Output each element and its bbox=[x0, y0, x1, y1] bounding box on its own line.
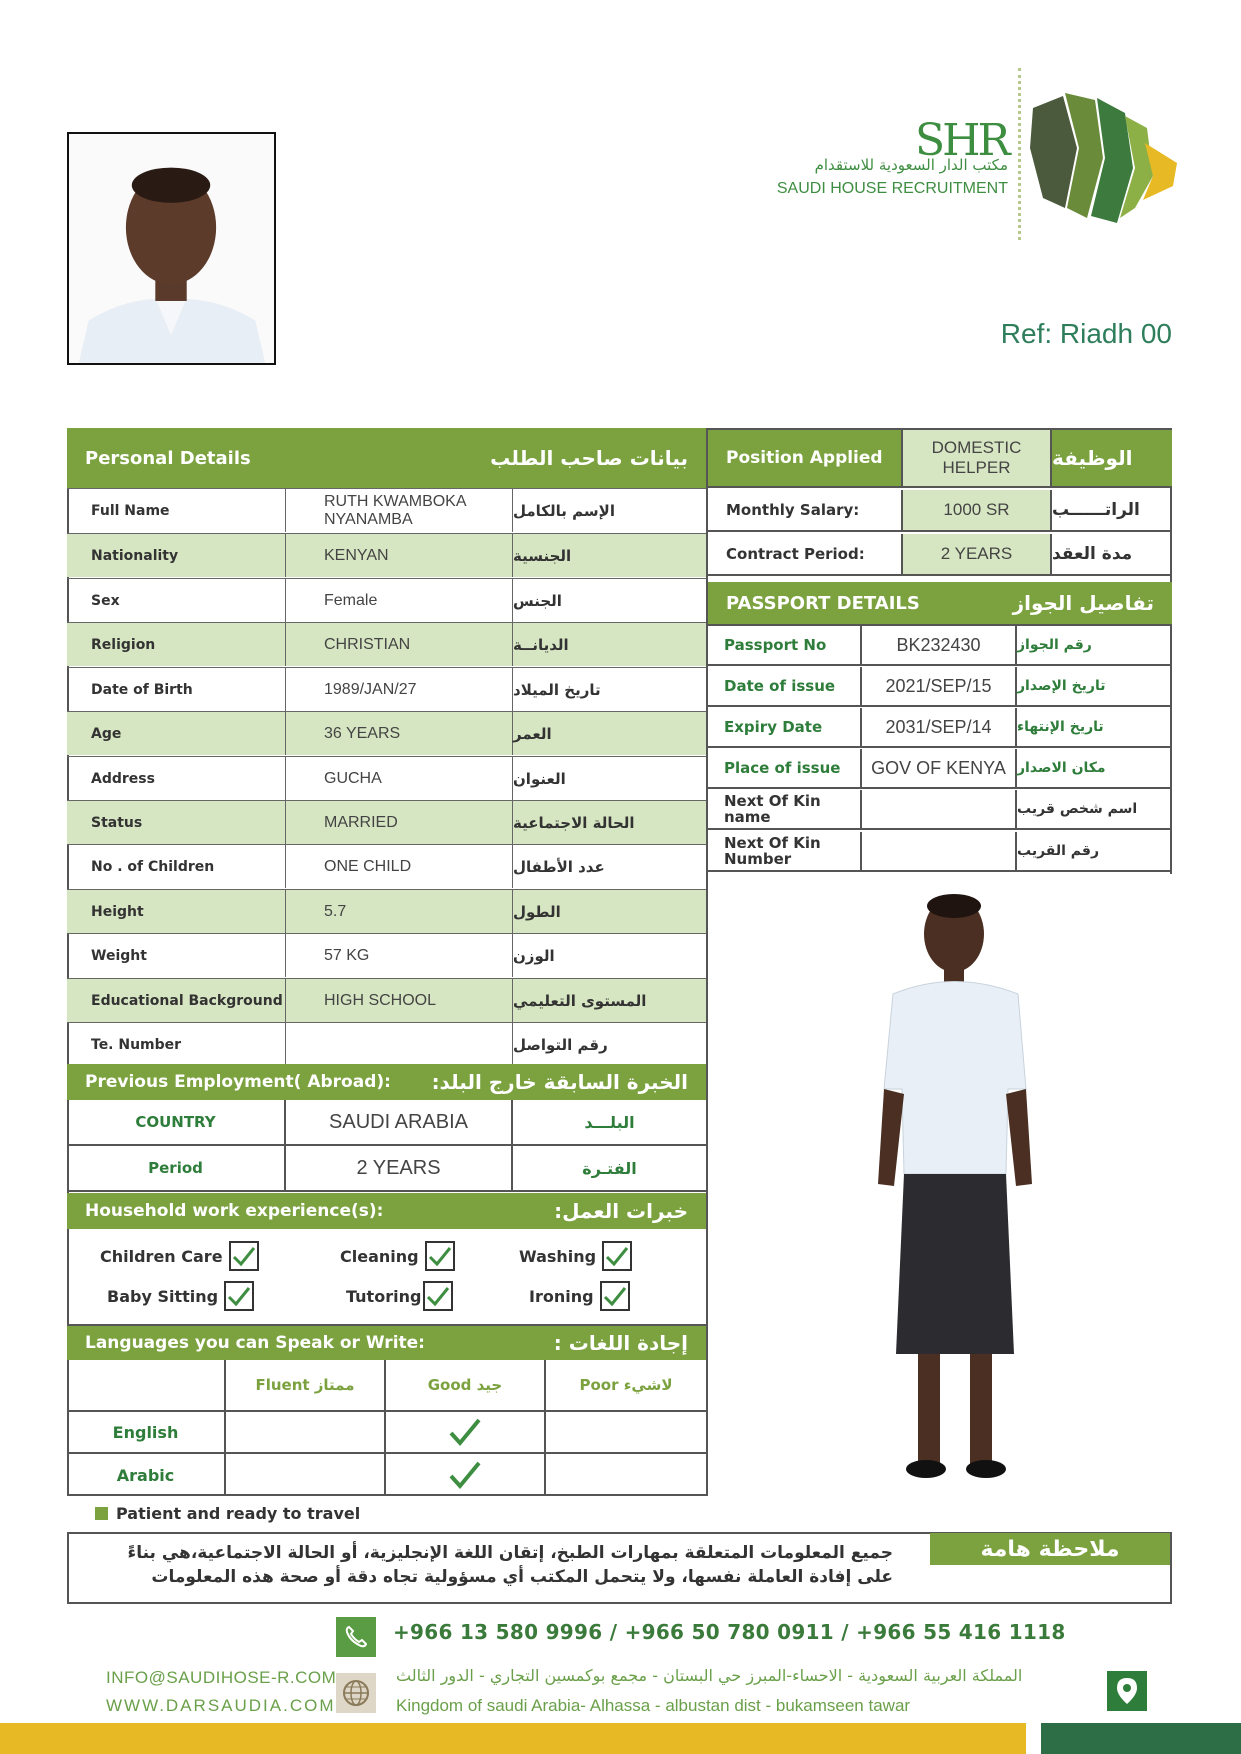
personal-value: CHRISTIAN bbox=[286, 623, 513, 666]
contract-label: Contract Period: bbox=[708, 534, 903, 574]
household-header bbox=[67, 1193, 706, 1229]
skill-label: Tutoring bbox=[346, 1286, 422, 1306]
personal-row bbox=[67, 667, 706, 711]
personal-label: Religion bbox=[67, 623, 286, 666]
passport-row bbox=[708, 790, 1172, 830]
passport-details-title-ar: تفاصيل الجواز bbox=[1012, 591, 1154, 615]
logo-english-text: SAUDI HOUSE RECRUITMENT bbox=[776, 180, 1008, 197]
personal-label-ar: الوزن bbox=[513, 946, 555, 965]
personal-label: Nationality bbox=[67, 534, 286, 577]
personal-label-ar: رقم التواصل bbox=[513, 1035, 608, 1054]
skill-label: Ironing bbox=[529, 1286, 594, 1306]
skill-cleaning bbox=[340, 1241, 455, 1271]
personal-label-ar: الجنس bbox=[513, 591, 562, 610]
personal-label: Address bbox=[67, 757, 286, 800]
languages-title: Languages you can Speak or Write: bbox=[85, 1333, 425, 1353]
personal-label-ar: الحالة الاجتماعية bbox=[513, 813, 635, 832]
personal-value: 5.7 bbox=[286, 890, 513, 933]
personal-label-ar: العنوان bbox=[513, 769, 566, 788]
passport-label: Next Of Kin name bbox=[708, 790, 862, 828]
passport-details-header bbox=[708, 582, 1172, 624]
check-icon bbox=[227, 1285, 251, 1307]
location-pin-icon bbox=[1107, 1671, 1147, 1711]
passport-label-ar: رقم القريب bbox=[1017, 843, 1099, 859]
personal-details-header bbox=[67, 428, 706, 488]
personal-label: Age bbox=[67, 712, 286, 755]
language-name: English bbox=[67, 1412, 226, 1452]
personal-value: HIGH SCHOOL bbox=[286, 979, 513, 1022]
passport-value: 2021/SEP/15 bbox=[862, 667, 1017, 705]
country-value: SAUDI ARABIA bbox=[286, 1100, 513, 1144]
portrait-image bbox=[69, 134, 274, 363]
personal-label: Educational Background bbox=[67, 979, 286, 1022]
personal-label: Date of Birth bbox=[67, 668, 286, 711]
language-row-arabic bbox=[67, 1454, 706, 1496]
household-title-ar: خبرات العمل: bbox=[554, 1199, 688, 1223]
check-icon bbox=[428, 1245, 452, 1267]
footer-green-bar bbox=[1041, 1723, 1241, 1754]
passport-label-ar: تاريخ الإنتهاء bbox=[1017, 719, 1104, 735]
passport-label-ar: رقم الجواز bbox=[1017, 637, 1092, 653]
personal-row bbox=[67, 533, 706, 577]
passport-row bbox=[708, 708, 1172, 748]
personal-row bbox=[67, 578, 706, 622]
personal-row bbox=[67, 711, 706, 755]
passport-row bbox=[708, 626, 1172, 666]
email-link[interactable]: INFO@SAUDIHOSE-R.COM bbox=[106, 1668, 337, 1687]
languages-header-row bbox=[67, 1360, 706, 1412]
notice-line-1: جميع المعلومات المتعلقة بمهارات الطبخ، إتقان اللغة الإنجليزية، أو الحالة الاجتماعية،هي بناءً bbox=[127, 1543, 893, 1563]
check-icon bbox=[603, 1285, 627, 1307]
phone-icon bbox=[336, 1617, 376, 1657]
logo-mark: SHR bbox=[915, 115, 1008, 166]
previous-employment-header bbox=[67, 1064, 706, 1100]
notice-badge: ملاحظة هامة bbox=[930, 1533, 1170, 1565]
personal-label-ar: تاريخ الميلاد bbox=[513, 680, 601, 699]
passport-label: Place of issue bbox=[708, 749, 862, 787]
period-label: Period bbox=[67, 1146, 286, 1190]
personal-row bbox=[67, 933, 706, 977]
personal-value: 1989/JAN/27 bbox=[286, 668, 513, 711]
passport-label-ar: مكان الاصدار bbox=[1017, 760, 1106, 776]
salary-label: Monthly Salary: bbox=[708, 490, 903, 530]
position-label: Position Applied bbox=[708, 430, 903, 486]
reference-number: Ref: Riadh 00 bbox=[1000, 318, 1172, 349]
passport-row bbox=[708, 667, 1172, 707]
languages-header bbox=[67, 1326, 706, 1360]
personal-row bbox=[67, 756, 706, 800]
arabic-fluent-cell bbox=[226, 1454, 386, 1496]
globe-icon bbox=[336, 1673, 376, 1713]
personal-label: Full Name bbox=[67, 489, 286, 532]
personal-row bbox=[67, 889, 706, 933]
household-title: Household work experience(s): bbox=[85, 1201, 384, 1221]
english-poor-cell bbox=[546, 1412, 706, 1452]
salary-row bbox=[708, 490, 1172, 532]
country-label-ar: البلـــد bbox=[584, 1112, 635, 1132]
notice-line-2: على إفادة العاملة نفسها، ولا يتحمل المكتب أي مسؤولية تجاه دقة أو صحة هذه المعلومات bbox=[151, 1567, 893, 1587]
previous-employment-title-ar: الخبرة السابقة خارج البلد: bbox=[431, 1070, 688, 1094]
personal-label: Te. Number bbox=[67, 1023, 286, 1066]
skill-tutoring bbox=[346, 1281, 453, 1311]
personal-details-title: Personal Details bbox=[85, 447, 251, 469]
passport-label: Date of issue bbox=[708, 667, 862, 705]
position-value: DOMESTIC HELPER bbox=[903, 430, 1052, 486]
period-value: 2 YEARS bbox=[286, 1146, 513, 1190]
language-name: Arabic bbox=[67, 1454, 226, 1496]
personal-row bbox=[67, 978, 706, 1022]
contract-row bbox=[708, 534, 1172, 576]
passport-details-title: PASSPORT DETAILS bbox=[726, 592, 920, 614]
passport-label-ar: تاريخ الإصدار bbox=[1017, 678, 1106, 694]
position-row bbox=[708, 430, 1172, 488]
note-bullet bbox=[95, 1507, 108, 1520]
passport-label: Expiry Date bbox=[708, 708, 862, 746]
passport-value: BK232430 bbox=[862, 626, 1017, 664]
note-text: Patient and ready to travel bbox=[116, 1504, 361, 1523]
personal-row bbox=[67, 800, 706, 844]
skill-washing bbox=[519, 1241, 632, 1271]
passport-label: Passport No bbox=[708, 626, 862, 664]
check-icon bbox=[426, 1285, 450, 1307]
english-good-cell bbox=[386, 1412, 546, 1452]
salary-value: 1000 SR bbox=[903, 490, 1052, 530]
position-label-ar: الوظيفة bbox=[1052, 430, 1172, 486]
personal-row bbox=[67, 844, 706, 888]
passport-row bbox=[708, 832, 1172, 872]
salary-label-ar: الراتــــــب bbox=[1052, 500, 1140, 520]
footer-yellow-bar bbox=[0, 1723, 1026, 1754]
personal-label: Weight bbox=[67, 934, 286, 977]
personal-label: No . of Children bbox=[67, 845, 286, 888]
check-icon bbox=[448, 1417, 482, 1447]
personal-label: Status bbox=[67, 801, 286, 844]
language-col-empty bbox=[67, 1360, 226, 1410]
passport-value: GOV OF KENYA bbox=[862, 749, 1017, 787]
skill-label: Children Care bbox=[100, 1246, 223, 1266]
personal-value: 57 KG bbox=[286, 934, 513, 977]
checkbox-cleaning[interactable] bbox=[425, 1241, 455, 1271]
fluent-column-header: Fluent ممتاز bbox=[226, 1360, 386, 1410]
languages-title-ar: إجادة اللغات : bbox=[553, 1331, 688, 1355]
notice-text bbox=[85, 1541, 893, 1589]
passport-value: 2031/SEP/14 bbox=[862, 708, 1017, 746]
website-link[interactable]: WWW.DARSAUDIA.COM bbox=[106, 1696, 336, 1715]
personal-label-ar: الديانــة bbox=[513, 635, 569, 654]
address-english: Kingdom of saudi Arabia- Alhassa - albustan dist - bukamseen tawar bbox=[396, 1696, 911, 1715]
personal-label-ar: الجنسية bbox=[513, 546, 572, 565]
skill-baby-sitting bbox=[107, 1281, 254, 1311]
language-row-english bbox=[67, 1412, 706, 1454]
logo-map-graphic bbox=[1025, 88, 1180, 226]
checkbox-children-care[interactable] bbox=[229, 1241, 259, 1271]
personal-details-title-ar: بيانات صاحب الطلب bbox=[490, 446, 688, 470]
check-icon bbox=[232, 1245, 256, 1267]
personal-value: RUTH KWAMBOKA NYANAMBA bbox=[286, 489, 513, 532]
personal-value: MARRIED bbox=[286, 801, 513, 844]
poor-column-header: Poor لاشيء bbox=[579, 1376, 673, 1394]
contract-value: 2 YEARS bbox=[903, 534, 1052, 574]
personal-label: Sex bbox=[67, 579, 286, 622]
personal-label-ar: المستوى التعليمي bbox=[513, 991, 647, 1010]
personal-label-ar: العمر bbox=[513, 724, 552, 743]
personal-value: 36 YEARS bbox=[286, 712, 513, 755]
personal-row bbox=[67, 622, 706, 666]
passport-label-ar: اسم شخص قريب bbox=[1017, 801, 1138, 817]
skill-children-care bbox=[100, 1241, 259, 1271]
personal-row bbox=[67, 1022, 706, 1066]
phone-numbers[interactable]: +966 13 580 9996 / +966 50 780 0911 / +966 55 416 1118 bbox=[393, 1620, 1066, 1644]
employment-country-row bbox=[67, 1100, 706, 1146]
personal-value: Female bbox=[286, 579, 513, 622]
skill-label: Cleaning bbox=[340, 1246, 419, 1266]
personal-value: KENYAN bbox=[286, 534, 513, 577]
logo-arabic-text: مكتب الدار السعودية للاستقدام bbox=[814, 156, 1008, 174]
checkbox-baby-sitting[interactable] bbox=[224, 1281, 254, 1311]
personal-row bbox=[67, 488, 706, 532]
logo-divider bbox=[1018, 68, 1021, 240]
personal-label-ar: الطول bbox=[513, 902, 561, 921]
personal-label-ar: الإسم بالكامل bbox=[513, 501, 615, 520]
check-icon bbox=[605, 1245, 629, 1267]
checkbox-washing[interactable] bbox=[602, 1241, 632, 1271]
passport-value bbox=[862, 832, 1017, 870]
period-label-ar: الفتـرة bbox=[582, 1158, 637, 1178]
skill-label: Baby Sitting bbox=[107, 1286, 219, 1306]
passport-label: Next Of Kin Number bbox=[708, 832, 862, 870]
personal-value: ONE CHILD bbox=[286, 845, 513, 888]
applicant-photo bbox=[67, 132, 276, 365]
checkbox-tutoring[interactable] bbox=[423, 1281, 453, 1311]
personal-label: Height bbox=[67, 890, 286, 933]
arabic-poor-cell bbox=[546, 1454, 706, 1496]
personal-value bbox=[286, 1023, 513, 1066]
employment-period-row bbox=[67, 1146, 706, 1192]
country-label: COUNTRY bbox=[67, 1100, 286, 1144]
checkbox-ironing[interactable] bbox=[600, 1281, 630, 1311]
previous-employment-title: Previous Employment( Abroad): bbox=[85, 1072, 391, 1092]
personal-value: GUCHA bbox=[286, 757, 513, 800]
contract-label-ar: مدة العقد bbox=[1052, 544, 1133, 564]
passport-value bbox=[862, 790, 1017, 828]
full-body-photo bbox=[708, 874, 1172, 1496]
address-arabic: المملكة العربية السعودية - الاحساء-المبرز حي البستان - مجمع بوكمسين التجاري - الدور الثالث bbox=[396, 1666, 1023, 1685]
good-column-header: Good جيد bbox=[386, 1360, 546, 1410]
personal-label-ar: عدد الأطفال bbox=[513, 857, 605, 876]
arabic-good-cell bbox=[386, 1454, 546, 1496]
skill-label: Washing bbox=[519, 1246, 597, 1266]
passport-row bbox=[708, 749, 1172, 789]
skill-ironing bbox=[529, 1281, 630, 1311]
english-fluent-cell bbox=[226, 1412, 386, 1452]
check-icon bbox=[448, 1460, 482, 1490]
